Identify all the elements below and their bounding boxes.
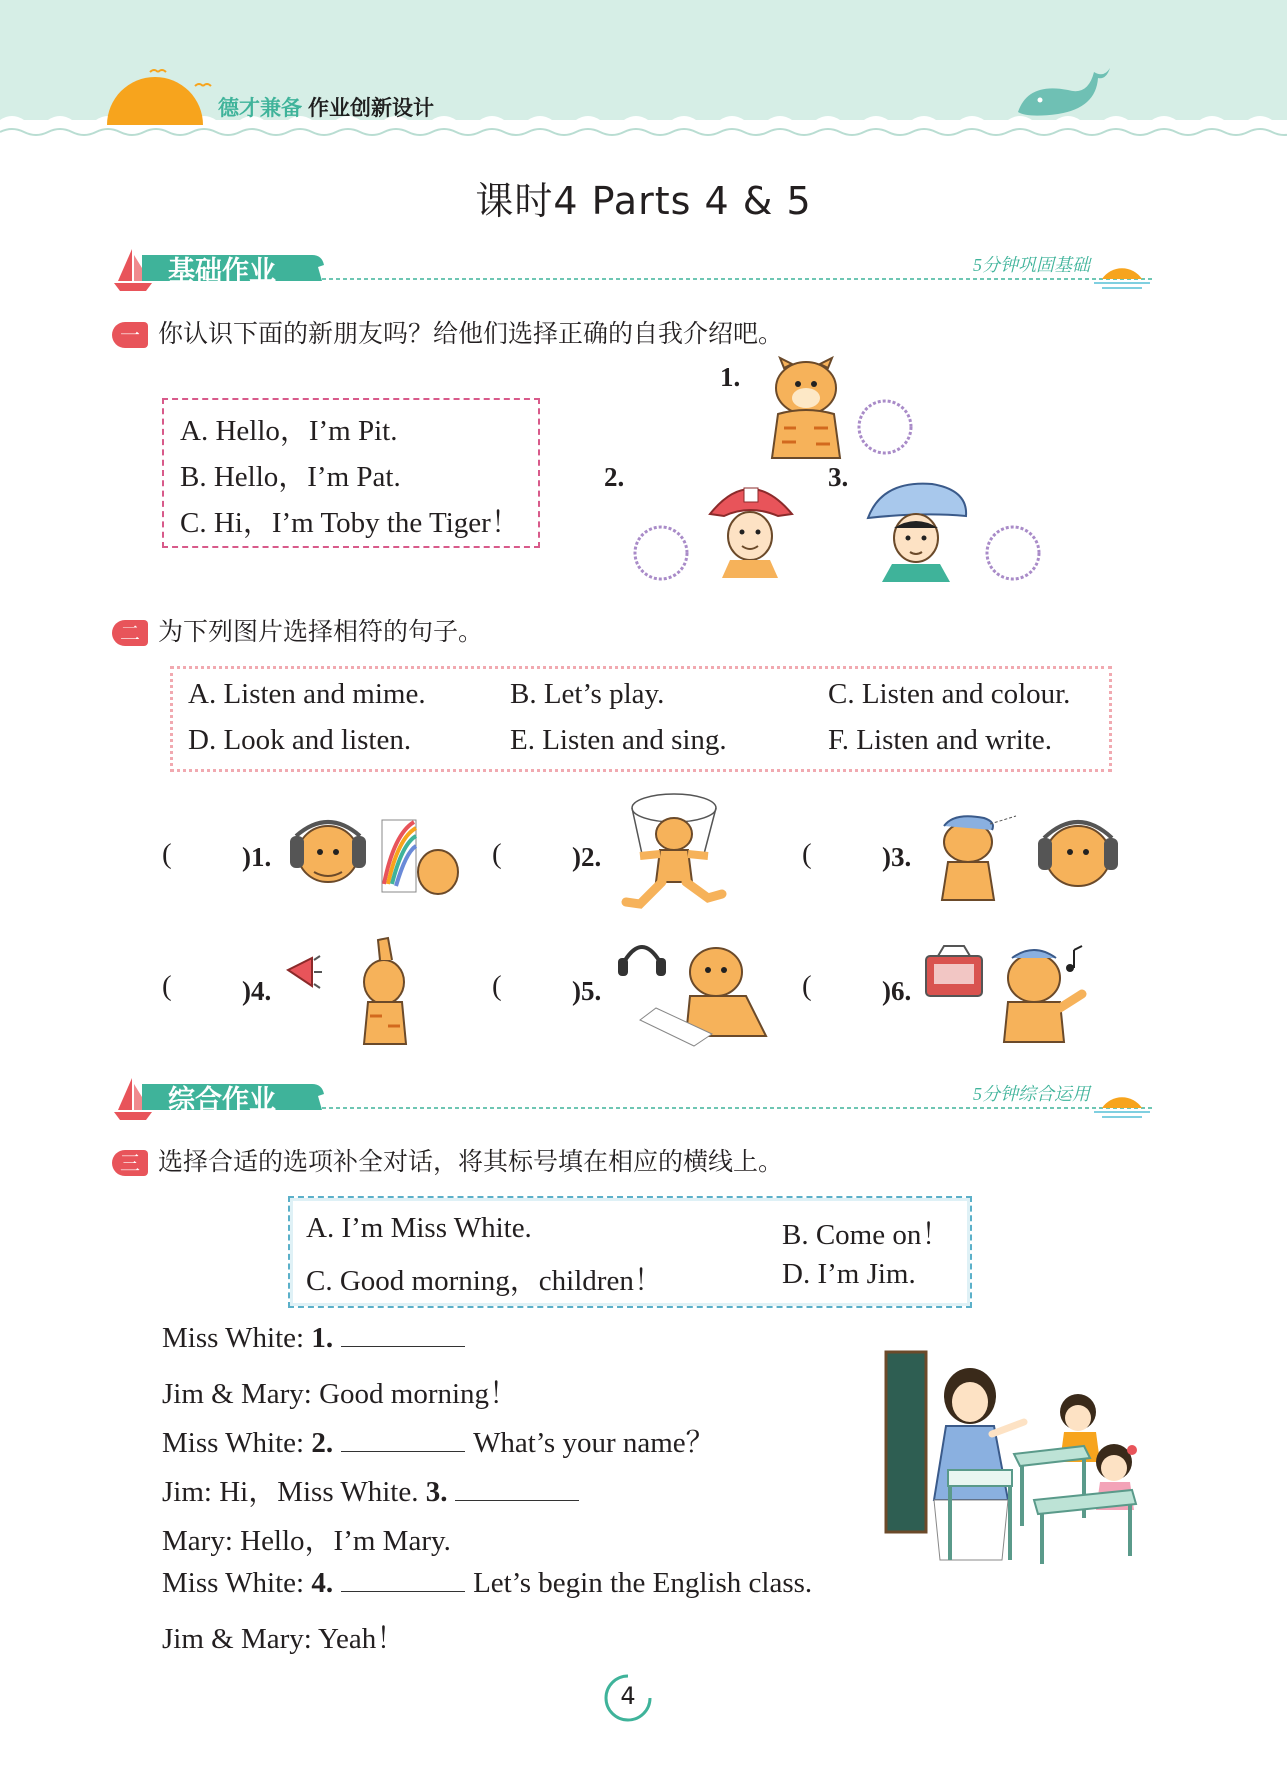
fill-blank-1[interactable] — [341, 1322, 465, 1347]
boy-blue-hat-illustration — [862, 476, 972, 582]
q2-option-c: C. Listen and colour. — [828, 678, 1071, 710]
section-tag-comprehensive: 5分钟综合运用 — [973, 1084, 1090, 1104]
answer-blank-1[interactable]: ( — [162, 838, 172, 870]
tiger-mime-headphones-illustration — [924, 812, 1124, 904]
q1-option-a: A. Hello，I’m Pit. — [180, 415, 398, 447]
question-number-badge: 三 — [112, 1150, 148, 1176]
dialogue-line-2: Jim & Mary: Good morning！ — [162, 1378, 519, 1410]
q1-pic-label-2: 2. — [604, 462, 625, 492]
q2-item-5-label: )5. — [572, 976, 602, 1006]
question-prompt: 为下列图片选择相符的句子。 — [158, 617, 484, 646]
lesson-title: 课时4 Parts 4 & 5 — [475, 179, 812, 223]
answer-blank-3[interactable]: ( — [802, 838, 812, 870]
section-bar-comprehensive — [112, 1074, 1152, 1124]
dialogue-line-6: Miss White: 4. Let’s begin the English class. — [162, 1567, 813, 1599]
question-number-badge: 二 — [112, 620, 148, 646]
tiger-megaphone-illustration — [284, 936, 432, 1046]
section-label-comprehensive: 综合作业 — [168, 1085, 276, 1116]
q3-option-b: B. Come on！ — [782, 1219, 951, 1251]
q2-option-f: F. Listen and write. — [828, 724, 1052, 756]
boy-pink-hat-illustration — [700, 474, 800, 579]
section-bar-basic — [112, 245, 1152, 295]
answer-circle-3[interactable] — [984, 524, 1042, 582]
answer-blank-6[interactable]: ( — [802, 970, 812, 1002]
q2-option-a: A. Listen and mime. — [188, 678, 426, 710]
q2-item-2-label: )2. — [572, 842, 602, 872]
fill-blank-3[interactable] — [455, 1476, 579, 1501]
q2-item-4-label: )4. — [242, 976, 272, 1006]
brand-rest: 作业创新设计 — [308, 97, 434, 120]
q2-item-1-label: )1. — [242, 842, 272, 872]
q2-item-6-label: )6. — [882, 976, 912, 1006]
question-2-heading — [112, 612, 483, 648]
question-prompt: 你认识下面的新朋友吗？给他们选择正确的自我介绍吧。 — [158, 319, 784, 348]
dialogue-line-4: Jim: Hi，Miss White. 3. — [162, 1469, 587, 1510]
tiger-singing-radio-illustration — [924, 938, 1094, 1046]
tiger-skipping-rope-illustration — [612, 794, 738, 916]
answer-circle-2[interactable] — [632, 524, 690, 582]
question-3-heading — [112, 1142, 783, 1178]
q3-option-a: A. I’m Miss White. — [306, 1212, 532, 1244]
q2-item-3-label: )3. — [882, 842, 912, 872]
tiger-headphones-colour-illustration — [284, 814, 464, 898]
q1-option-b: B. Hello，I’m Pat. — [180, 461, 401, 493]
page-number: 4 — [620, 1682, 636, 1710]
fill-blank-4[interactable] — [341, 1567, 465, 1592]
answer-blank-2[interactable]: ( — [492, 838, 502, 870]
answer-blank-5[interactable]: ( — [492, 970, 502, 1002]
fill-blank-2[interactable] — [341, 1427, 465, 1452]
q1-option-c: C. Hi，I’m Toby the Tiger！ — [180, 507, 520, 539]
question-number-badge: 一 — [112, 322, 148, 348]
tiger-toby-illustration — [758, 358, 854, 460]
brand-title — [218, 92, 434, 122]
section-tag-basic: 5分钟巩固基础 — [973, 255, 1090, 275]
dialogue-line-5: Mary: Hello，I’m Mary. — [162, 1525, 451, 1557]
q3-option-d: D. I’m Jim. — [782, 1258, 916, 1290]
q3-option-c: C. Good morning，children！ — [306, 1265, 663, 1297]
section-label-basic: 基础作业 — [168, 256, 276, 287]
sunset-icon — [1094, 1097, 1150, 1117]
question-1-heading — [112, 314, 783, 350]
classroom-illustration — [884, 1350, 1148, 1570]
q1-pic-label-1: 1. — [720, 362, 741, 392]
dialogue-line-3: Miss White: 2. What’s your name？ — [162, 1427, 715, 1459]
header-band — [0, 0, 1287, 150]
q2-option-d: D. Look and listen. — [188, 724, 412, 756]
question-prompt: 选择合适的选项补全对话，将其标号填在相应的横线上。 — [158, 1147, 784, 1176]
dialogue-line-7: Jim & Mary: Yeah！ — [162, 1623, 406, 1655]
answer-blank-4[interactable]: ( — [162, 970, 172, 1002]
q1-pic-label-3: 3. — [828, 462, 849, 492]
q2-option-e: E. Listen and sing. — [510, 724, 727, 756]
tiger-listen-write-illustration — [616, 938, 776, 1046]
sunset-icon — [1094, 268, 1150, 288]
dialogue-line-1: Miss White: 1. — [162, 1322, 473, 1355]
q2-option-b: B. Let’s play. — [510, 678, 665, 710]
answer-circle-1[interactable] — [856, 398, 914, 456]
brand-highlight: 德才兼备 — [218, 97, 302, 120]
